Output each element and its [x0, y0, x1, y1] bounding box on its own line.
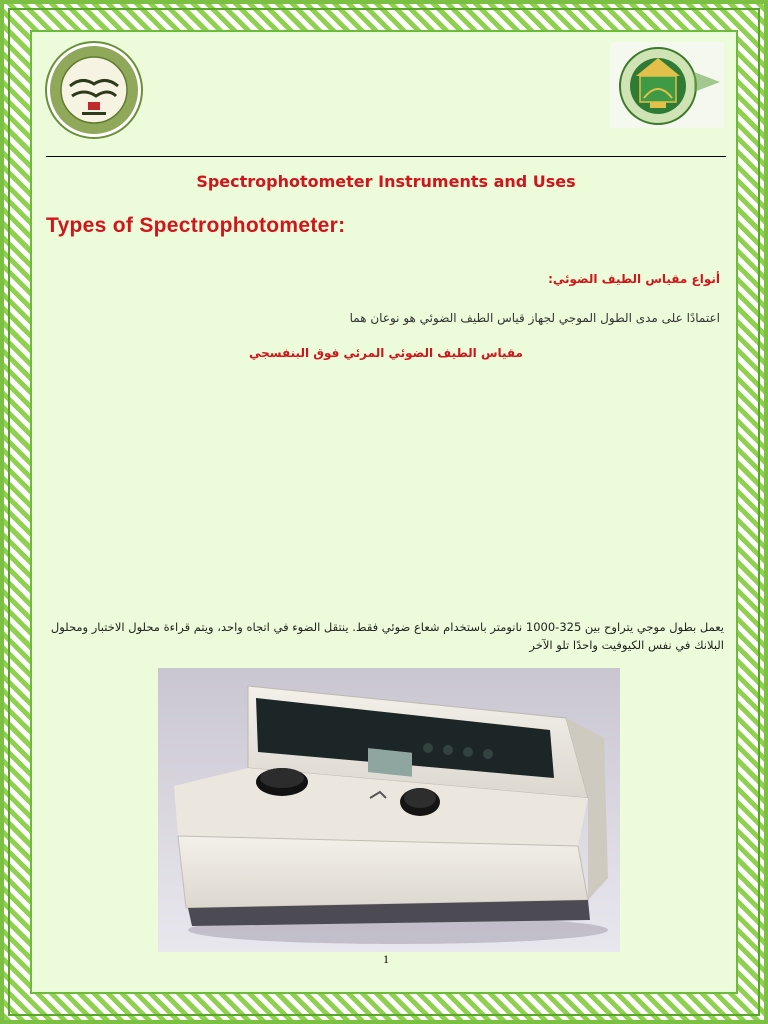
- university-emblem-icon: [610, 42, 724, 128]
- spectrophotometer-photo: [158, 668, 620, 952]
- arabic-intro: اعتمادًا على مدى الطول الموجي لجهاز قياس الطيف الضوئي هو نوعان هما: [349, 311, 720, 325]
- arabic-heading: أنواع مقياس الطيف الضوئي:: [548, 272, 720, 286]
- header-rule: [46, 156, 726, 157]
- document-title: Spectrophotometer Instruments and Uses: [196, 172, 576, 191]
- arabic-paragraph: يعمل بطول موجي يتراوح بين 325-1000 نانومتر باستخدام شعاع ضوئي فقط. ينتقل الضوء في اتجاه واحد، ويتم قراءة محلول الاختبار ومحلول البلانك في نفس الكيوفيت واحدًا تلو الآخر: [50, 620, 724, 652]
- page-number: 1: [383, 952, 389, 966]
- arabic-subheading: مقياس الطيف الضوئي المرئي فوق البنفسجي: [249, 346, 523, 360]
- document-page: [30, 30, 738, 994]
- university-seal-icon: [42, 40, 146, 140]
- section-heading: Types of Spectrophotometer:: [46, 214, 346, 237]
